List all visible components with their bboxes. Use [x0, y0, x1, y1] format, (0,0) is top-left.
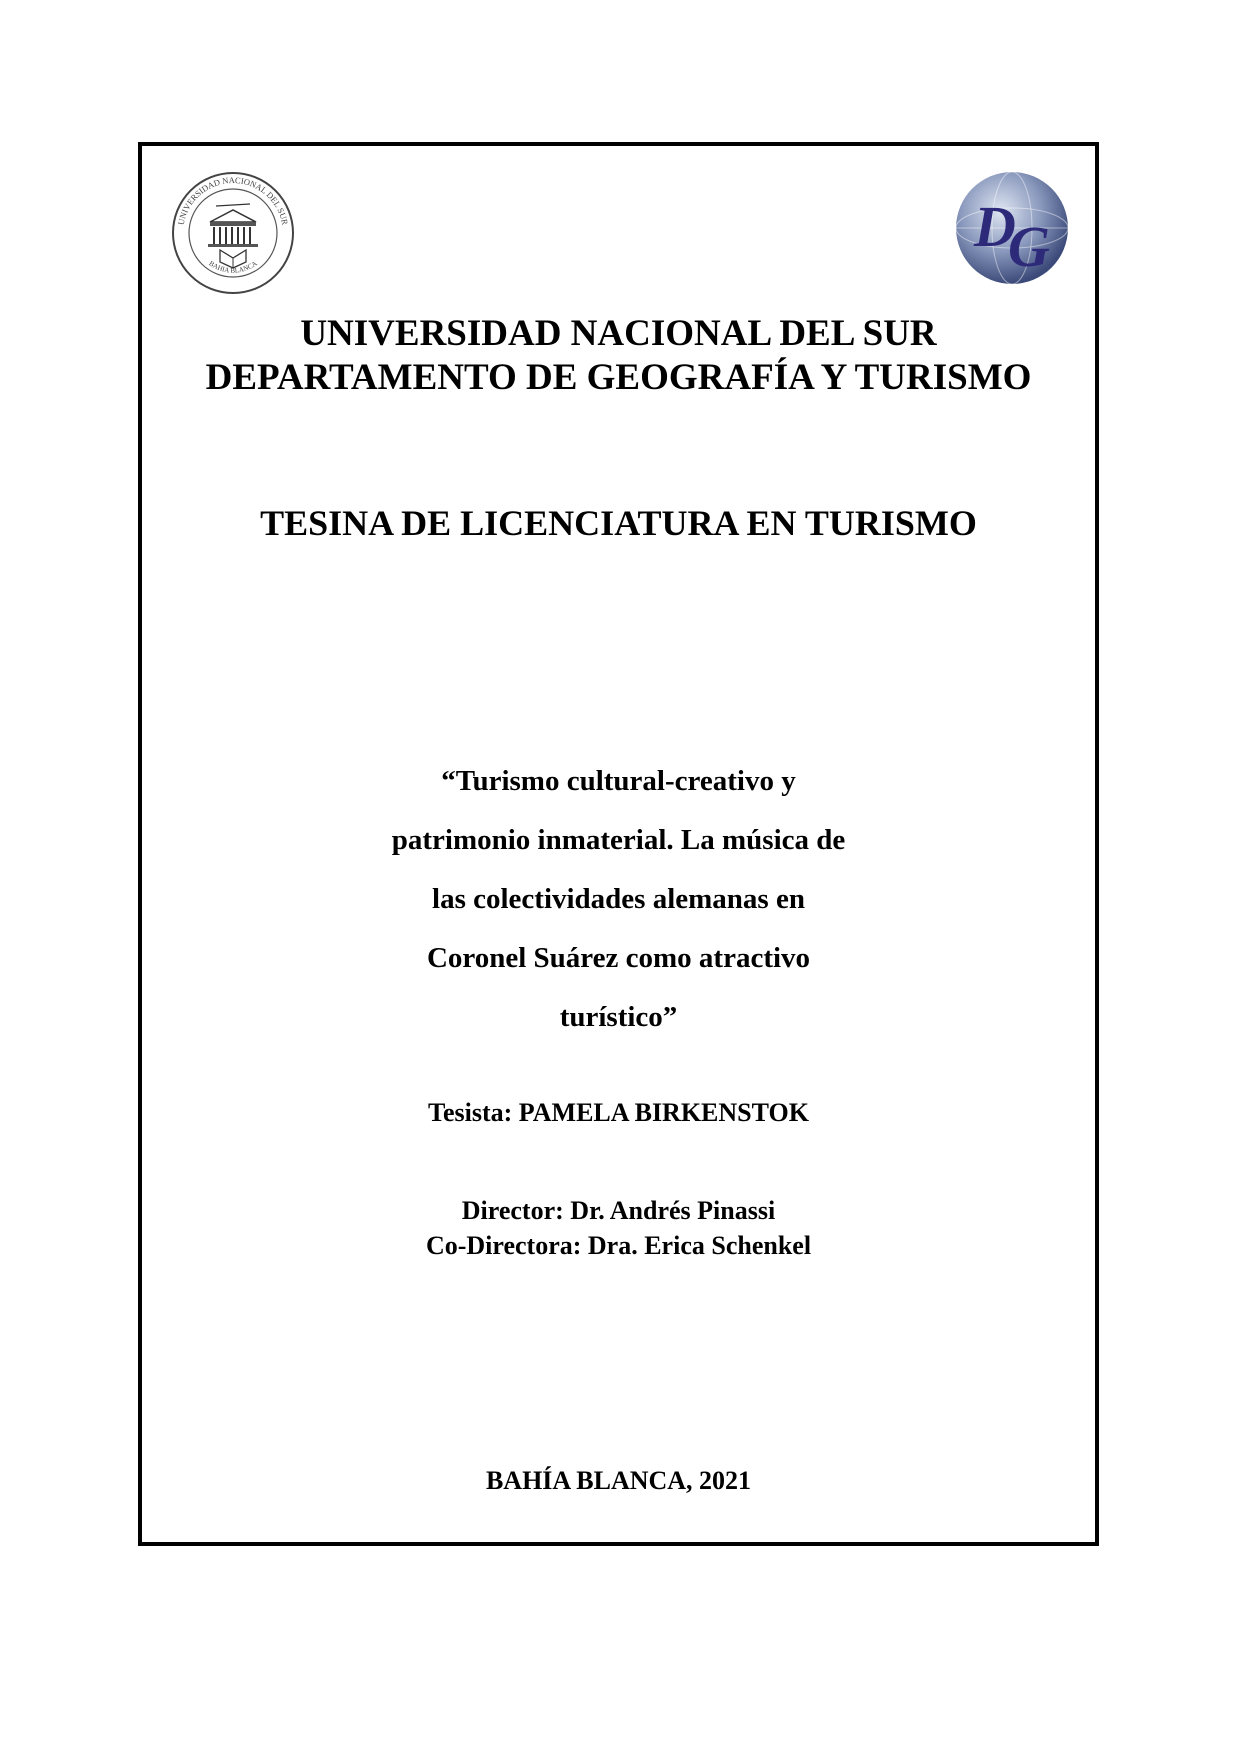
svg-text:UNIVERSIDAD NACIONAL DEL SUR: UNIVERSIDAD NACIONAL DEL SUR: [175, 174, 291, 226]
university-name: UNIVERSIDAD NACIONAL DEL SUR: [300, 313, 937, 354]
department-globe-logo-icon: [952, 168, 1072, 288]
title-line: turístico”: [559, 1001, 678, 1033]
svg-text:G: G: [1008, 214, 1050, 279]
place-year: BAHÍA BLANCA, 2021: [485, 1466, 752, 1495]
director: Director: Dr. Andrés Pinassi: [461, 1196, 776, 1225]
thesis-title: [138, 752, 1099, 1047]
department-name: DEPARTAMENTO DE GEOGRAFÍA Y TURISMO: [205, 357, 1032, 398]
author: Tesista: PAMELA BIRKENSTOK: [428, 1098, 809, 1127]
codirector: Co-Directora: Dra. Erica Schenkel: [425, 1231, 812, 1260]
title-line: Coronel Suárez como atractivo: [426, 942, 811, 974]
svg-text:BAHIA BLANCA: BAHIA BLANCA: [207, 259, 259, 275]
title-line: patrimonio inmaterial. La música de: [391, 824, 846, 856]
title-line: las colectividades alemanas en: [432, 883, 805, 915]
thesis-type: TESINA DE LICENCIATURA EN TURISMO: [260, 503, 977, 543]
svg-text:D: D: [974, 194, 1016, 259]
title-line: “Turismo cultural-creativo y: [441, 765, 796, 797]
university-seal-icon: [170, 170, 296, 296]
